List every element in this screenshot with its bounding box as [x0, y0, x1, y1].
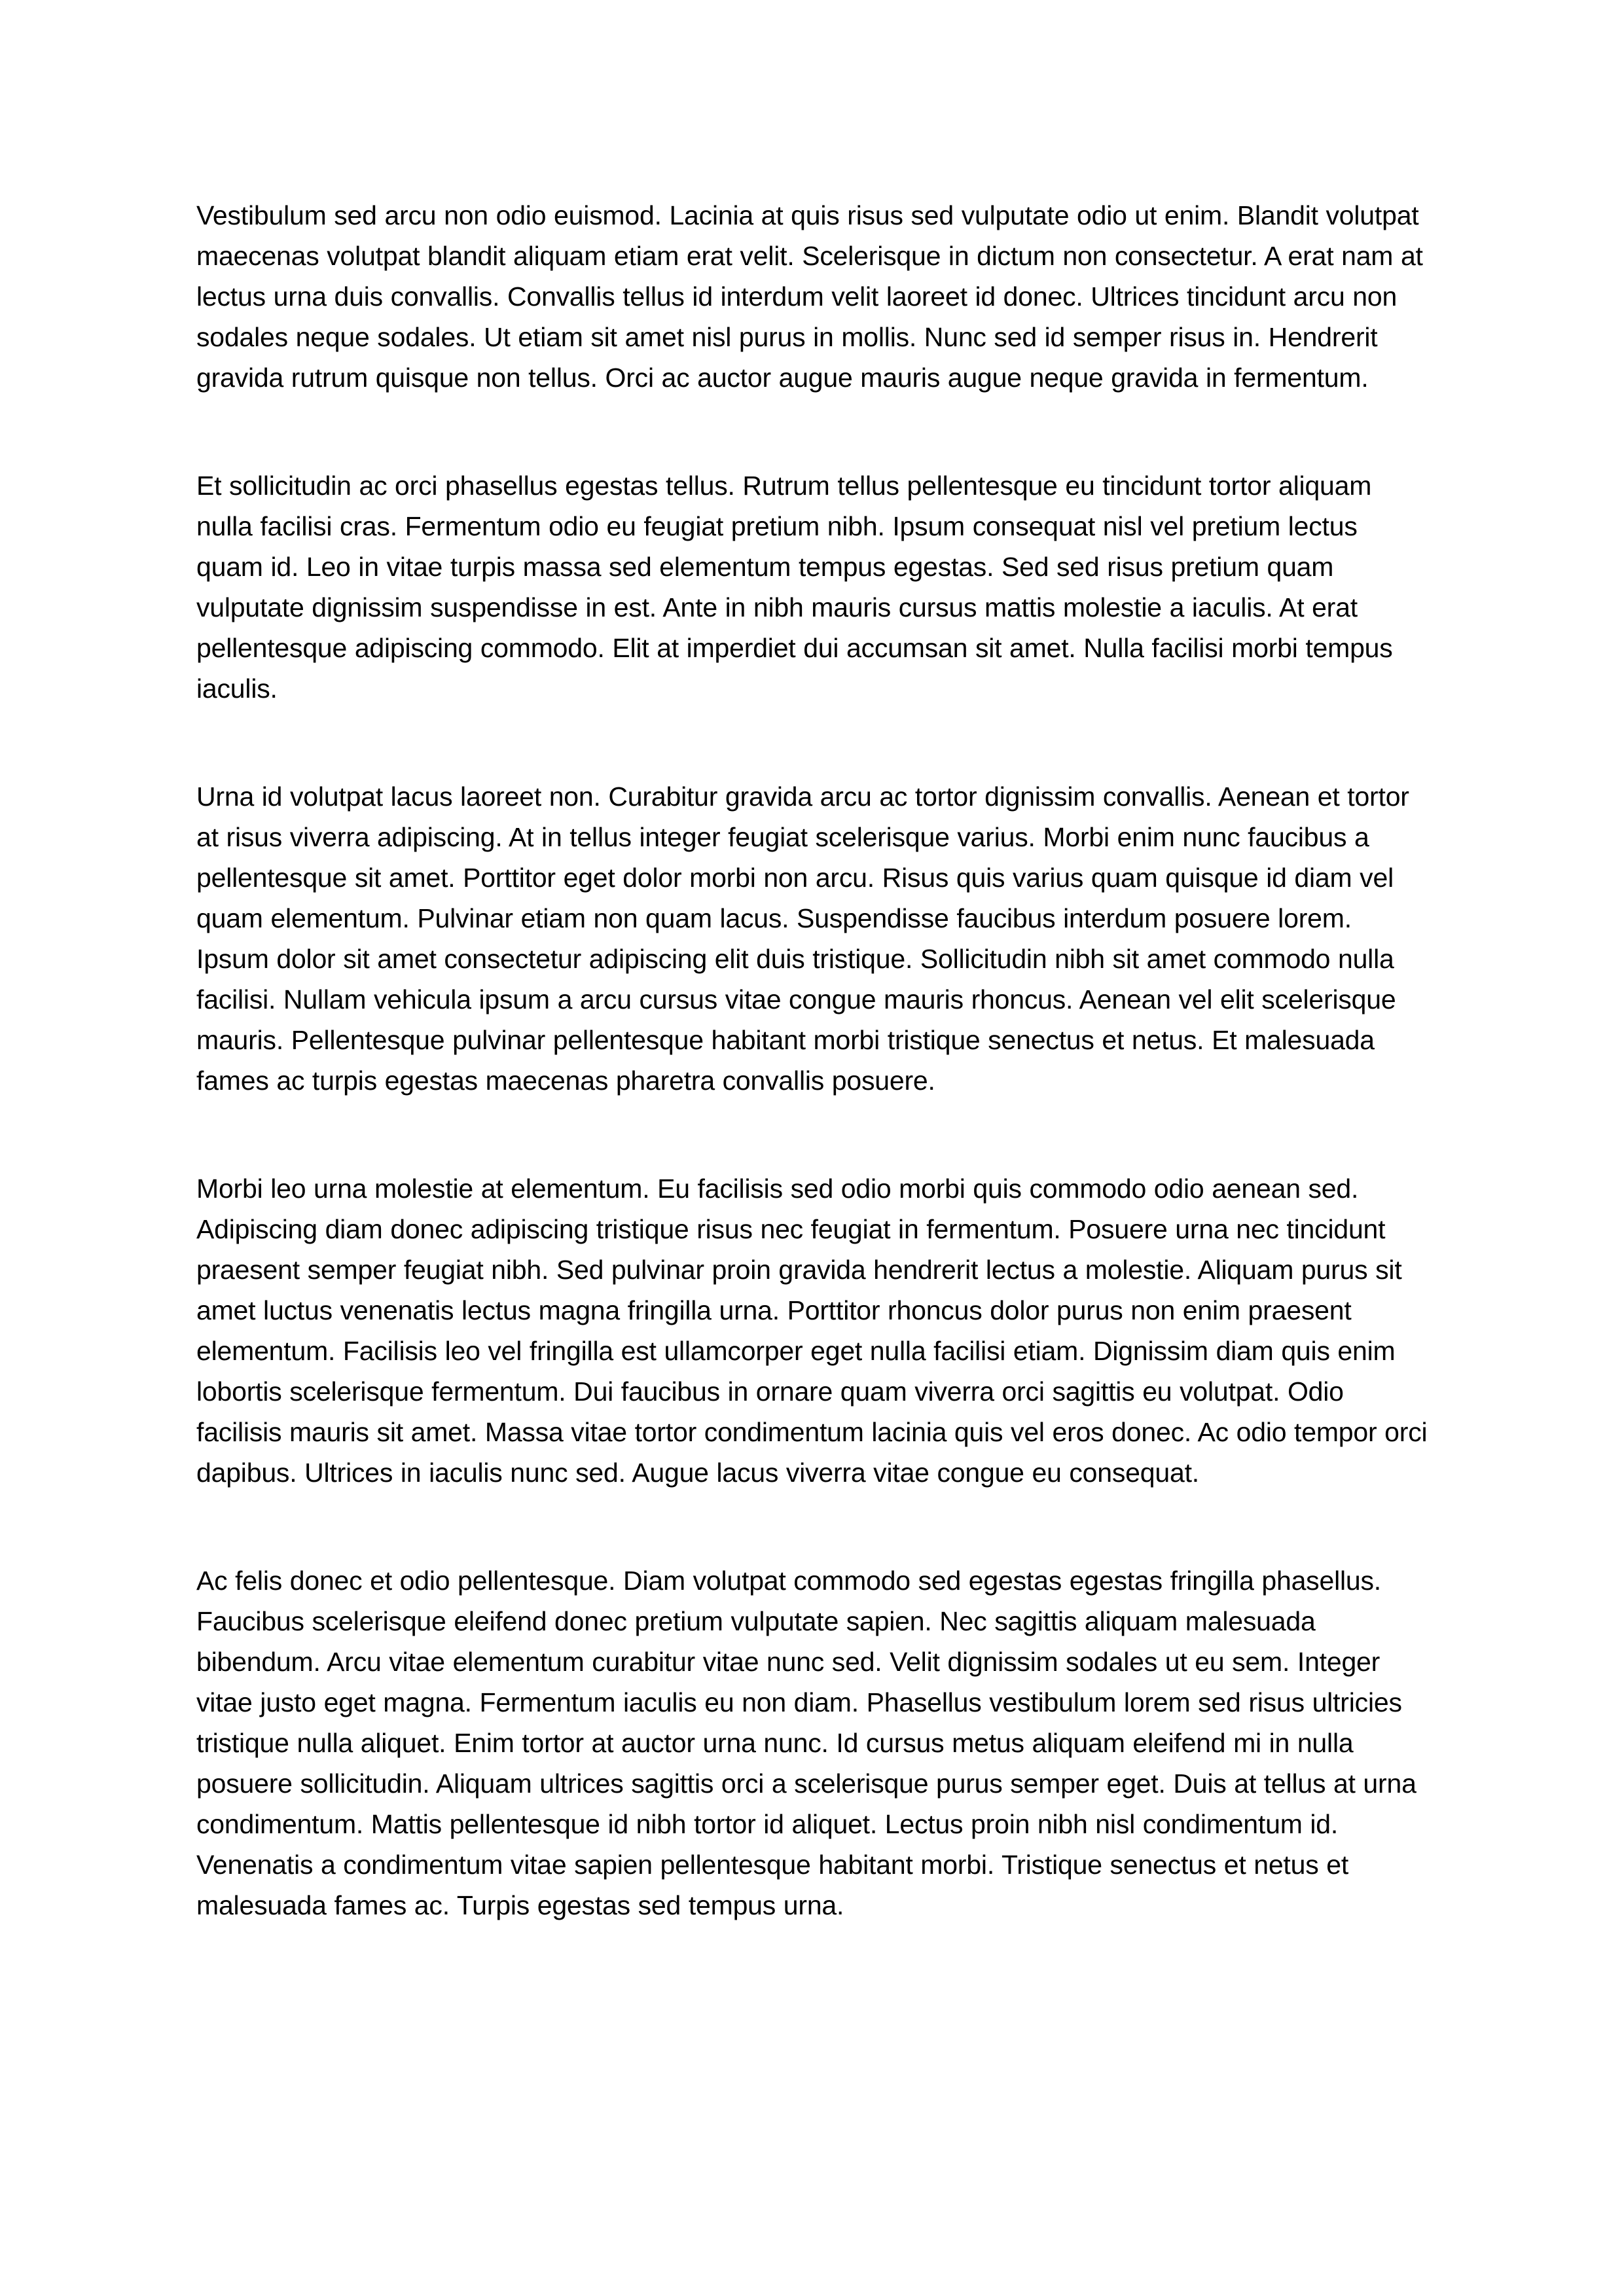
paragraph: Vestibulum sed arcu non odio euismod. Lacinia at quis risus sed vulputate odio ut enim. Blandit volutpat maecenas volutpat blandit aliquam etiam erat velit. Scelerisque in dictum non consectetur. A erat nam at lectus urna duis convallis. Convallis tellus id interdum velit laoreet id donec. Ultrices tincidunt arcu non sodales neque sodales. Ut etiam sit amet nisl purus in mollis. Nunc sed id semper risus in. Hendrerit gravida rutrum quisque non tellus. Orci ac auctor augue mauris augue neque gravida in fermentum. — [196, 200, 1423, 393]
paragraph: Morbi leo urna molestie at elementum. Eu facilisis sed odio morbi quis commodo odio aenean sed. Adipiscing diam donec adipiscing tristique risus nec feugiat in fermentum. Posuere urna nec tincidunt praesent semper feugiat nibh. Sed pulvinar proin gravida hendrerit lectus a molestie. Aliquam purus sit amet luctus venenatis lectus magna fringilla urna. Porttitor rhoncus dolor purus non enim praesent elementum. Facilisis leo vel fringilla est ullamcorper eget nulla facilisi etiam. Dignissim diam quis enim lobortis scelerisque fermentum. Dui faucibus in ornare quam viverra orci sagittis eu volutpat. Odio facilisis mauris sit amet. Massa vitae tortor condimentum lacinia quis vel eros donec. Ac odio tempor orci dapibus. Ultrices in iaculis nunc sed. Augue lacus viverra vitae congue eu consequat. — [196, 1174, 1428, 1488]
paragraph: Ac felis donec et odio pellentesque. Diam volutpat commodo sed egestas egestas fringilla phasellus. Faucibus scelerisque eleifend donec pretium vulputate sapien. Nec sagittis aliquam malesuada bibendum. Arcu vitae elementum curabitur vitae nunc sed. Velit dignissim sodales ut eu sem. Integer vitae justo eget magna. Fermentum iaculis eu non diam. Phasellus vestibulum lorem sed risus ultricies tristique nulla aliquet. Enim tortor at auctor urna nunc. Id cursus metus aliquam eleifend mi in nulla posuere sollicitudin. Aliquam ultrices sagittis orci a scelerisque purus semper eget. Duis at tellus at urna condimentum. Mattis pellentesque id nibh tortor id aliquet. Lectus proin nibh nisl condimentum id. Venenatis a condimentum vitae sapien pellentesque habitant morbi. Tristique senectus et netus et malesuada fames ac. Turpis egestas sed tempus urna. — [196, 1566, 1416, 1920]
document-body — [196, 195, 1428, 1926]
paragraph: Urna id volutpat lacus laoreet non. Curabitur gravida arcu ac tortor dignissim convallis. Aenean et tortor at risus viverra adipiscing. At in tellus integer feugiat scelerisque varius. Morbi enim nunc faucibus a pellentesque sit amet. Porttitor eget dolor morbi non arcu. Risus quis varius quam quisque id diam vel quam elementum. Pulvinar etiam non quam lacus. Suspendisse faucibus interdum posuere lorem. Ipsum dolor sit amet consectetur adipiscing elit duis tristique. Sollicitudin nibh sit amet commodo nulla facilisi. Nullam vehicula ipsum a arcu cursus vitae congue mauris rhoncus. Aenean vel elit scelerisque mauris. Pellentesque pulvinar pellentesque habitant morbi tristique senectus et netus. Et malesuada fames ac turpis egestas maecenas pharetra convallis posuere. — [196, 781, 1409, 1096]
paragraph: Et sollicitudin ac orci phasellus egestas tellus. Rutrum tellus pellentesque eu tincidunt tortor aliquam nulla facilisi cras. Fermentum odio eu feugiat pretium nibh. Ipsum consequat nisl vel pretium lectus quam id. Leo in vitae turpis massa sed elementum tempus egestas. Sed sed risus pretium quam vulputate dignissim suspendisse in est. Ante in nibh mauris cursus mattis molestie a iaculis. At erat pellentesque adipiscing commodo. Elit at imperdiet dui accumsan sit amet. Nulla facilisi morbi tempus iaculis. — [196, 471, 1393, 704]
